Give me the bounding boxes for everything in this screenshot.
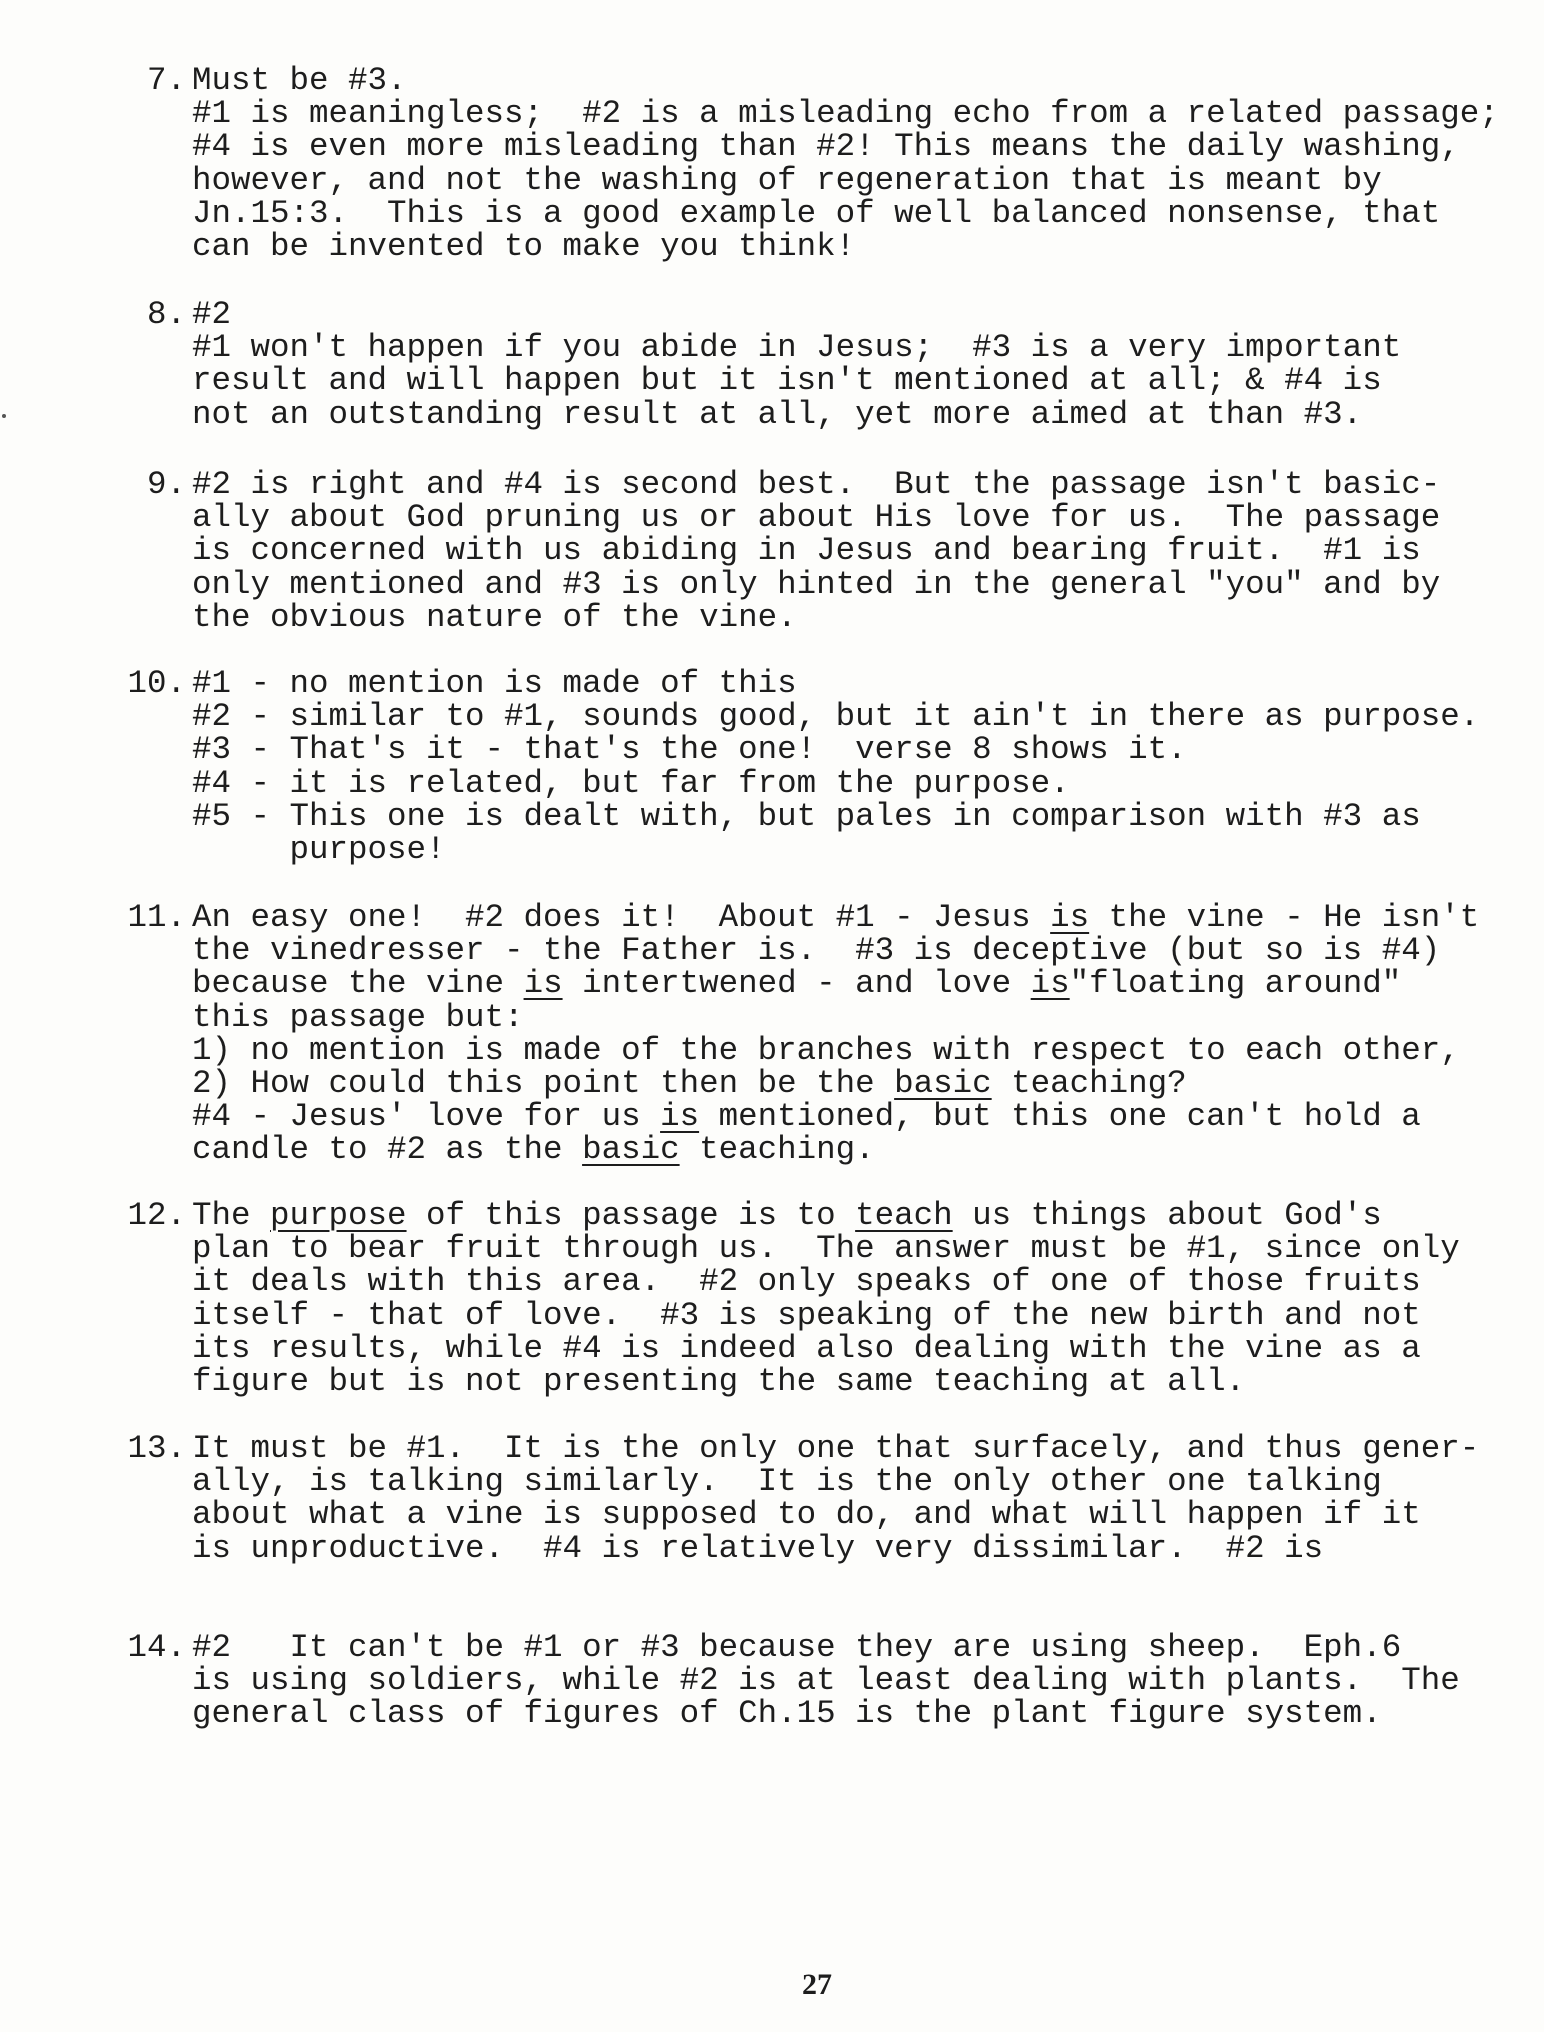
text-segment: of this passage is to bbox=[406, 1197, 856, 1234]
text-line: however, and not the washing of regeneration that is meant by bbox=[192, 161, 1382, 199]
text-line: the obvious nature of the vine. bbox=[192, 598, 797, 636]
text-line: itself - that of love. #3 is speaking of the new birth and not bbox=[192, 1296, 1421, 1334]
text-line: #2 It can't be #1 or #3 because they are using sheep. Eph.6 bbox=[192, 1629, 1402, 1666]
text-line bbox=[192, 1098, 1479, 1136]
text-line bbox=[192, 965, 1479, 1003]
text-line: result and will happen but it isn't mentioned at all; & #4 is bbox=[192, 362, 1382, 400]
text-segment: An easy one! #2 does it! About #1 - Jesus bbox=[192, 899, 1051, 936]
text-line: it deals with this area. #2 only speaks of one of those fruits bbox=[192, 1263, 1421, 1301]
item-number: 14. bbox=[127, 1629, 186, 1666]
item-number: 9. bbox=[146, 466, 186, 503]
text-line: ally about God pruning us or about His love for us. The passage bbox=[192, 499, 1441, 537]
text-line bbox=[192, 1131, 1479, 1169]
text-segment: #4 - Jesus' love for us bbox=[192, 1098, 661, 1136]
text-line: is concerned with us abiding in Jesus and bearing fruit. #1 is bbox=[192, 532, 1421, 570]
text-line: #2 bbox=[192, 296, 232, 333]
text-line: can be invented to make you think! bbox=[192, 227, 856, 265]
underlined-text: is bbox=[1050, 899, 1090, 936]
text-line bbox=[192, 1064, 1479, 1102]
item-number: 12. bbox=[127, 1197, 186, 1234]
text-line: purpose! bbox=[192, 830, 446, 868]
item-text bbox=[192, 1631, 1460, 1731]
text-segment: intertwened - and love bbox=[562, 965, 1031, 1003]
text-segment: the vine - He isn't bbox=[1089, 899, 1480, 936]
text-line: 1) no mention is made of the branches with respect to each other, bbox=[192, 1031, 1460, 1069]
underlined-text: basic bbox=[894, 1064, 992, 1102]
text-line: Jn.15:3. This is a good example of well balanced nonsense, that bbox=[192, 194, 1441, 232]
text-line: ally, is talking similarly. It is the only other one talking bbox=[192, 1463, 1382, 1501]
text-line: #1 is meaningless; #2 is a misleading echo from a related passage; bbox=[192, 95, 1499, 133]
text-line: Must be #3. bbox=[192, 62, 407, 99]
text-line: #2 is right and #4 is second best. But the passage isn't basic- bbox=[192, 466, 1441, 503]
scan-speck bbox=[2, 414, 6, 418]
text-line: is using soldiers, while #2 is at least dealing with plants. The bbox=[192, 1662, 1460, 1700]
text-segment: 2) How could this point then be the bbox=[192, 1064, 895, 1102]
text-line bbox=[192, 1199, 1460, 1232]
item-text bbox=[192, 468, 1440, 634]
text-line: #3 - That's it - that's the one! verse 8 shows it. bbox=[192, 731, 1187, 769]
text-line: #5 - This one is dealt with, but pales in comparison with #3 as bbox=[192, 797, 1421, 835]
text-line: not an outstanding result at all, yet more aimed at than #3. bbox=[192, 395, 1363, 433]
underlined-text: is bbox=[660, 1098, 700, 1136]
underlined-text: is bbox=[1030, 965, 1070, 1003]
item-number: 7. bbox=[146, 62, 186, 99]
item-number: 13. bbox=[127, 1430, 186, 1467]
text-segment: us things about God's bbox=[952, 1197, 1382, 1234]
underlined-text: purpose bbox=[270, 1197, 407, 1234]
text-segment: candle to #2 as the bbox=[192, 1131, 583, 1169]
item-number: 10. bbox=[127, 665, 186, 702]
page-number: 27 bbox=[802, 1968, 832, 2001]
text-line: about what a vine is supposed to do, and what will happen if it bbox=[192, 1496, 1421, 1534]
text-line: #2 - similar to #1, sounds good, but it ain't in there as purpose. bbox=[192, 698, 1480, 736]
underlined-text: basic bbox=[582, 1131, 680, 1169]
text-line: #1 won't happen if you abide in Jesus; #3 is a very important bbox=[192, 329, 1402, 367]
text-line: general class of figures of Ch.15 is the plant figure system. bbox=[192, 1695, 1382, 1733]
text-line: #4 - it is related, but far from the purpose. bbox=[192, 764, 1070, 802]
text-line: It must be #1. It is the only one that surfacely, and thus gener- bbox=[192, 1430, 1480, 1467]
item-text bbox=[192, 1432, 1479, 1565]
text-line: plan to bear fruit through us. The answer must be #1, since only bbox=[192, 1230, 1460, 1268]
text-line: the vinedresser - the Father is. #3 is deceptive (but so is #4) bbox=[192, 932, 1441, 970]
text-segment: because the vine bbox=[192, 965, 524, 1003]
text-line: #1 - no mention is made of this bbox=[192, 665, 797, 702]
item-text bbox=[192, 64, 1499, 263]
text-line: figure but is not presenting the same teaching at all. bbox=[192, 1362, 1246, 1400]
item-number: 11. bbox=[127, 899, 186, 936]
text-line: its results, while #4 is indeed also dealing with the vine as a bbox=[192, 1329, 1421, 1367]
item-text bbox=[192, 298, 1401, 431]
item-text bbox=[192, 667, 1479, 866]
text-line: #4 is even more misleading than #2! This means the daily washing, bbox=[192, 128, 1460, 166]
item-number: 8. bbox=[146, 296, 186, 333]
item-text bbox=[192, 1199, 1460, 1398]
text-segment: The bbox=[192, 1197, 271, 1234]
text-line: is unproductive. #4 is relatively very dissimilar. #2 is bbox=[192, 1529, 1324, 1567]
text-line bbox=[192, 901, 1479, 934]
text-segment: mentioned, but this one can't hold a bbox=[699, 1098, 1421, 1136]
text-segment: teaching. bbox=[679, 1131, 875, 1169]
text-segment: "floating around" bbox=[1069, 965, 1402, 1003]
text-line: this passage but: bbox=[192, 998, 524, 1036]
underlined-text: teach bbox=[855, 1197, 953, 1234]
item-text bbox=[192, 901, 1479, 1167]
underlined-text: is bbox=[523, 965, 563, 1003]
text-line: only mentioned and #3 is only hinted in the general "you" and by bbox=[192, 565, 1441, 603]
text-segment: teaching? bbox=[991, 1064, 1187, 1102]
